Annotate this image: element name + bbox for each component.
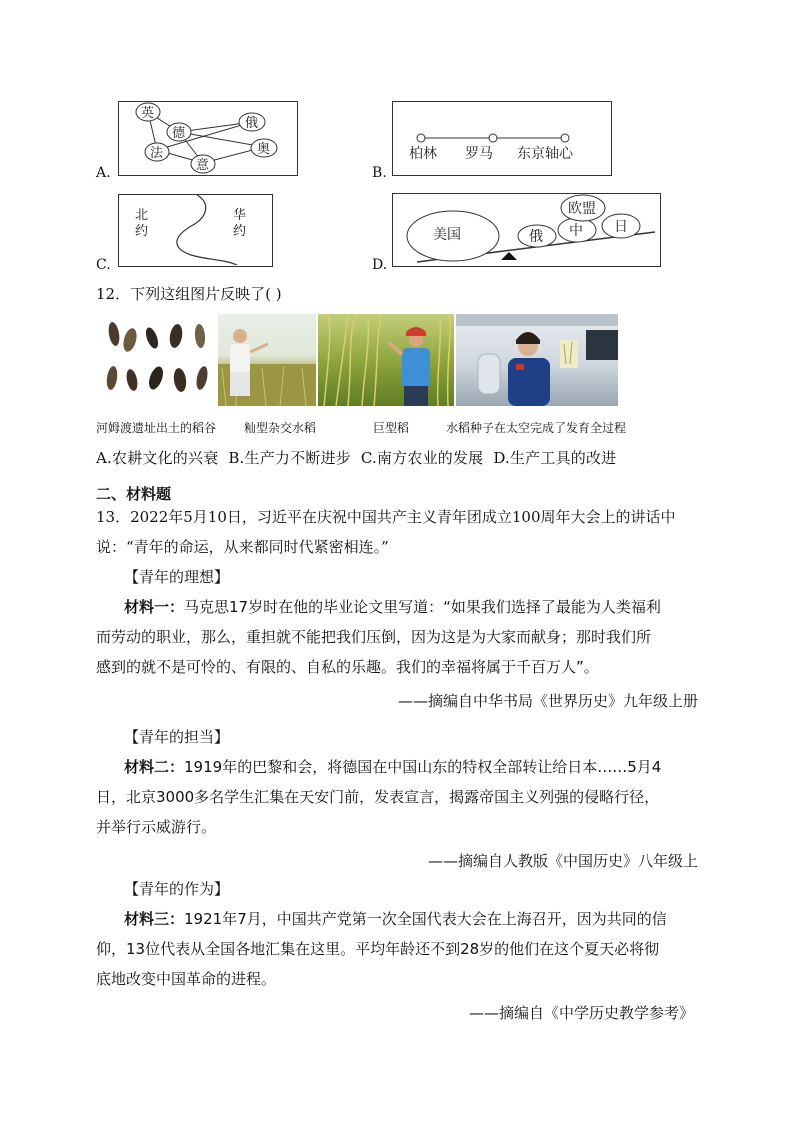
node-eu: 欧盟 <box>568 201 596 217</box>
axis-line-diagram <box>393 102 610 174</box>
q13-line-2: 说：“青年的命运，从来都同时代紧密相连。” <box>96 538 389 556</box>
nato-warsaw-diagram <box>119 195 271 265</box>
option-c-diagram <box>118 194 273 267</box>
caption-giant-rice: 巨型稻 <box>373 421 410 435</box>
material-2-line-3: 并举行示威游行。 <box>96 818 217 836</box>
option-b-label: B. <box>372 165 387 181</box>
material-3-line-3: 底地改变中国革命的进程。 <box>96 970 277 988</box>
giant-rice-photo <box>318 314 454 406</box>
node-hua: 华 <box>233 208 247 223</box>
node-russia: 俄 <box>245 116 259 131</box>
node-austria: 奥 <box>257 142 271 157</box>
hybrid-rice-photo <box>218 314 316 406</box>
ancient-rice-grains-photo <box>96 314 216 406</box>
caption-ancient-grains: 河姆渡遗址出土的稻谷 <box>96 421 217 435</box>
caption-hybrid-rice: 籼型杂交水稻 <box>244 421 317 435</box>
material-2-source: ——摘编自人教版《中国历史》八年级上 <box>427 852 698 870</box>
material-3-label: 材料三： <box>124 910 185 928</box>
q12-photo-strip <box>96 314 618 406</box>
material-1-line-3: 感到的就不是可怜的、有限的、自私的乐趣。我们的幸福将属于千百万人”。 <box>96 658 599 676</box>
q12-choices: A.农耕文化的兴衰 B.生产力不断进步 C.南方农业的发展 D.生产工具的改进 <box>96 449 617 467</box>
material-1-source: ——摘编自中华书局《世界历史》九年级上册 <box>397 692 698 710</box>
material-1-label: 材料一： <box>124 598 185 616</box>
option-b-diagram <box>392 101 612 176</box>
multipolar-seesaw-diagram <box>393 194 659 265</box>
node-japan: 日 <box>614 219 628 235</box>
q13-line-1: 13．2022年5月10日，习近平在庆祝中国共产主义青年团成立100周年大会上的讲话中 <box>96 508 676 526</box>
node-yue-2: 约 <box>233 224 247 239</box>
node-bei: 北 <box>135 208 149 223</box>
material-1-line-2: 而劳动的职业，那么，重担就不能把我们压倒，因为这是为大家而献身；那时我们所 <box>96 628 652 646</box>
q12-stem: 12．下列这组图片反映了( ) <box>96 285 282 303</box>
node-usa: 美国 <box>433 227 461 243</box>
heading-achievement: 【青年的作为】 <box>124 880 230 898</box>
section-title: 二、材料题 <box>96 485 172 503</box>
material-3-source: ——摘编自《中学历史教学参考》 <box>468 1004 694 1022</box>
node-germany: 德 <box>172 126 186 141</box>
option-c-label: C. <box>96 257 111 273</box>
caption-space-rice: 水稻种子在太空完成了发育全过程 <box>446 421 627 435</box>
node-russia-d: 俄 <box>529 229 543 245</box>
material-3-line-2: 仰，13位代表从全国各地汇集在这里。平均年龄还不到28岁的他们在这个夏天必将彻 <box>96 940 660 958</box>
node-britain: 英 <box>141 106 155 121</box>
material-2-line-2: 日，北京3000多名学生汇集在天安门前，发表宣言，揭露帝国主义列强的侵略行径， <box>96 788 660 806</box>
heading-responsibility: 【青年的担当】 <box>124 728 230 746</box>
node-france: 法 <box>150 146 164 161</box>
option-d-diagram <box>392 193 661 267</box>
node-italy: 意 <box>196 158 210 173</box>
node-berlin: 柏林 <box>409 146 437 162</box>
material-3-line-1: 材料三：1921年7月，中国共产党第一次全国代表大会在上海召开，因为共同的信 <box>124 910 667 928</box>
material-2-label: 材料二： <box>124 758 185 776</box>
node-yue-1: 约 <box>135 224 149 239</box>
material-2-line-1: 材料二：1919年的巴黎和会，将德国在中国山东的特权全部转让给日本……5月4 <box>124 758 662 776</box>
option-a-diagram <box>118 101 298 176</box>
heading-ideal: 【青年的理想】 <box>124 568 230 586</box>
space-rice-photo <box>456 314 618 406</box>
node-china: 中 <box>569 223 583 239</box>
option-a-label: A. <box>96 165 111 181</box>
alliance-network-diagram <box>119 102 296 174</box>
node-tokyo-axis: 东京轴心 <box>517 146 573 162</box>
option-d-label: D. <box>372 257 388 273</box>
material-1-line-1: 材料一：马克思17岁时在他的毕业论文里写道：“如果我们选择了最能为人类福利 <box>124 598 661 616</box>
node-rome: 罗马 <box>465 146 493 162</box>
